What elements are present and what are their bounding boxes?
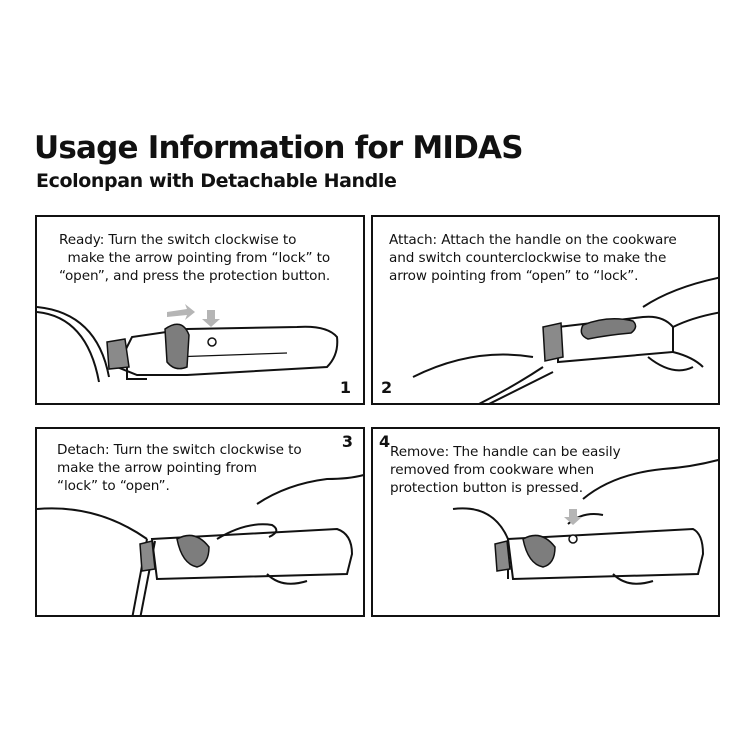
step-instruction: Remove: The handle can be easily removed from cookware when protection button is pressed. (390, 444, 621, 496)
step-number: 2 (381, 378, 393, 397)
page-title: Usage Information for MIDAS (34, 130, 523, 166)
step-number: 3 (341, 432, 353, 451)
pan-clip (543, 323, 563, 361)
step-instruction: Attach: Attach the handle on the cookware and switch counterclockwise to make the arrow pointing from “open” to “lock”. (389, 232, 677, 284)
step-number: 4 (379, 432, 391, 451)
step-number: 1 (339, 378, 351, 397)
switch-icon (581, 319, 635, 339)
protection-button-icon (569, 535, 577, 543)
step-panel-detach (35, 427, 365, 617)
pan-clip (107, 339, 129, 369)
step-panel-ready (35, 215, 365, 405)
step-instruction: Ready: Turn the switch clockwise to make the arrow pointing from “lock” to “open”, and press the protection button. (59, 232, 331, 284)
switch-icon (177, 535, 209, 567)
page-subtitle: Ecolonpan with Detachable Handle (36, 170, 397, 192)
protection-button-icon (208, 338, 216, 346)
pan-clip (140, 541, 155, 571)
switch-icon (165, 324, 189, 368)
step-instruction: Detach: Turn the switch clockwise to make the arrow pointing from “lock” to “open”. (57, 442, 302, 494)
press-arrow-icon (564, 509, 582, 525)
pan-clip (495, 541, 510, 571)
press-arrow-icon (202, 310, 220, 327)
step-panel-attach (371, 215, 720, 405)
step-panel-remove (371, 427, 720, 617)
switch-icon (523, 535, 555, 567)
rotate-arrow-icon (167, 304, 195, 320)
